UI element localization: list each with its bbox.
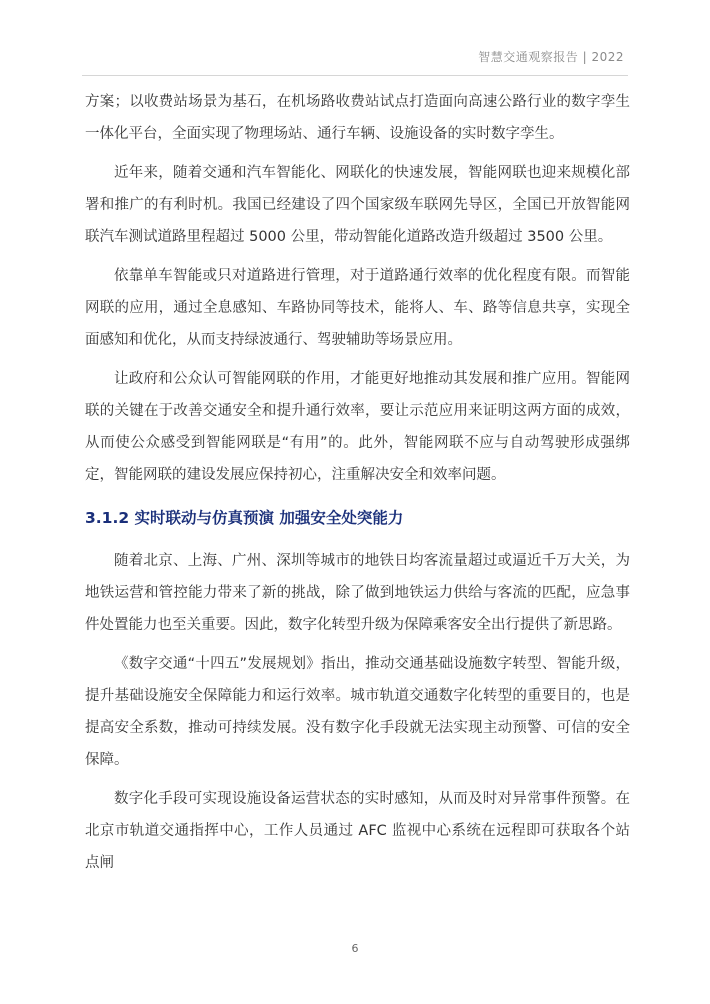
header-divider [82,75,628,76]
body-paragraph: 数字化手段可实现设施设备运营状态的实时感知，从而及时对异常事件预警。在北京市轨道交通指挥中心，工作人员通过 AFC 监视中心系统在远程即可获取各个站点闸 [85,791,630,871]
body-paragraph: 随着北京、上海、广州、深圳等城市的地铁日均客流量超过或逼近千万大关，为地铁运营和管控能力带来了新的挑战，除了做到地铁运力供给与客流的匹配，应急事件处置能力也至关重要。因此，数字化转型升级为保障乘客安全出行提供了新思路。 [85,553,630,633]
body-paragraph: 《数字交通“十四五”发展规划》指出，推动交通基础设施数字转型、智能升级，提升基础设施安全保障能力和运行效率。城市轨道交通数字化转型的重要目的，也是提高安全系数，推动可持续发展。没有数字化手段就无法实现主动预警、可信的安全保障。 [85,656,630,768]
page-number: 6 [351,942,359,955]
body-paragraph: 近年来，随着交通和汽车智能化、网联化的快速发展，智能网联也迎来规模化部署和推广的有利时机。我国已经建设了四个国家级车联网先导区，全国已开放智能网联汽车测试道路里程超过 5000 公里，带动智能化道路改造升级超过 3500 公里。 [85,165,630,245]
body-paragraph-continued: 方案；以收费站场景为基石，在机场路收费站试点打造面向高速公路行业的数字孪生一体化平台，全面实现了物理场站、通行车辆、设施设备的实时数字孪生。 [85,94,630,142]
running-header: 智慧交通观察报告 | 2022 [478,50,624,64]
section-heading: 3.1.2 实时联动与仿真预演 加强安全处突能力 [85,509,404,527]
body-paragraph: 依靠单车智能或只对道路进行管理，对于道路通行效率的优化程度有限。而智能网联的应用，通过全息感知、车路协同等技术，能将人、车、路等信息共享，实现全面感知和优化，从而支持绿波通行、驾驶辅助等场景应用。 [85,268,630,348]
body-paragraph: 让政府和公众认可智能网联的作用，才能更好地推动其发展和推广应用。智能网联的关键在于改善交通安全和提升通行效率，要让示范应用来证明这两方面的成效，从而使公众感受到智能网联是“有用”的。此外，智能网联不应与自动驾驶形成强绑定，智能网联的建设发展应保持初心，注重解决安全和效率问题。 [85,371,630,483]
document-body [85,86,630,886]
